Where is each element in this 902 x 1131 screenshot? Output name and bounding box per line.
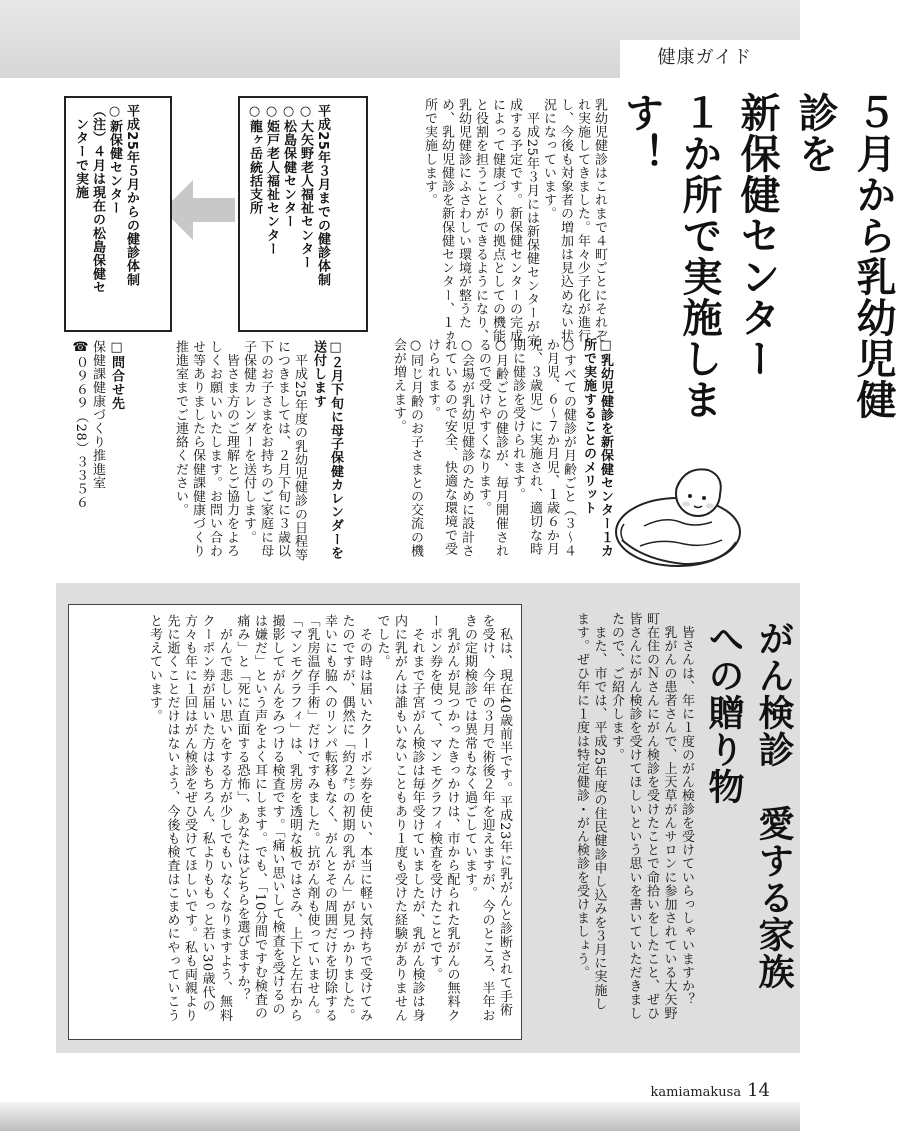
arrow-left-icon <box>163 178 235 242</box>
calendar-heading: □２月下旬に母子保健カレンダーを送付します <box>311 340 343 560</box>
article1-headline: ５月から乳幼児健診を 新保健センター １か所で実施します！ <box>618 92 896 420</box>
footer <box>650 1080 770 1101</box>
old-schedule-box <box>238 96 368 332</box>
testimony-text: 私は、現在40歳前半です。平成23年に乳がんと診断されて手術を受け、今年の３月で術後２年を迎えますが、今のところ、半年おきの定期検診では異常もなく過ごしています。 乳がんが見つかったきっかけは、市から配られた乳がんの無料クーポン券を使って、マンモグラフィ検査を受けたことです。 それまで子宮がん検診は毎年受けていましたが、乳がん検診は身内に乳がんは誰もいないこともあり１度も受けた経験がありませんでした。 その時は届いたクーポン券を使い、本当に軽い気持ちで受けてみたのですが、偶然に「約２㌢の初期の乳がん」が見つかりました。幸いにも脇へのリンパ転移もなく、がんとその周囲だけを切除する「乳房温存手術」だけですみました。抗がん剤も使っていません。「マンモグラフィ」は、乳房を透明な板ではさみ、上下と左右から撮影してがんをみつける検査です。「痛い思いして検査を受けるのは嫌だ」という声をよく耳にします。でも、「10分間ですむ検査の痛み」と「死に直面する恐怖」、あなたはどちらを選びますか？ がんで悲しい思いをする方が少しでもいなくなりますよう、無料クーポン券が届いた方はもちろん、私よりももっと若い30歳代の方々も年に１回はがん検診をぜひ受けてほしいです。私も両親より先に逝くことだけはないよう、今後も検査はこまめにやっていこうと考えています。 <box>147 614 512 1022</box>
contact-body: 保健課健康づくり推進室 ☎０９６９（28）３３５６ <box>73 340 105 510</box>
article1-body: 乳幼児健診はこれまで４町ごとにそれぞれ実施してきました。年々少子化が進行し、今後も対象者の増加は見込めない状況になっています。 平成25年３月には新保健センターが完成する予定です。新保健センターの完成によって健康づくりの拠点としての機能と役割を担うことができるようになり、乳幼児健診にふさわしい環境が整うため、乳幼児健診を新保健センター、１ヵ所で実施します。 <box>422 98 607 347</box>
new-schedule-text: 平成25年５月からの健診体制 ○新保健センター （注）４月は現在の松島保健セ ンターで実施 <box>73 104 139 295</box>
calendar-body: 平成25年度の乳幼児健診の日程等につきましては、２月下旬に３歳以下のお子さまをお持ちのご家庭に母子保健カレンダーを送付します。 皆さま方のご理解とご協力をよろしくお願いいたします。お問い合わせ等ありましたら保健課健康づくり推進室までご連絡ください。 <box>173 340 307 562</box>
contact-heading: □問合せ先 <box>109 340 124 410</box>
old-schedule-text: 平成25年３月までの健診体制 ○大矢野老人福祉センター ○松島保健センター ○姫戸老人福祉センター ○龍ヶ岳統括支所 <box>247 104 330 287</box>
footer-bar <box>0 1102 800 1131</box>
article2-headline: がん検診 愛する家族への贈り物 <box>703 620 794 990</box>
new-schedule-box <box>64 96 172 332</box>
page-number: 14 <box>747 1080 770 1101</box>
article2-intro: 皆さんは、年に１度のがん検診を受けていらっしゃいますか？ 乳がんの患者さんで、上天草がんサロンに参加されている大矢野町在住のＮさんにがん検診を受けたことで命拾いをしたこと、ぜひ皆さんにがん検診を受けてほしいという思いを書いていただきましたので、ご紹介します。 また、市では、平成25年度の住民健診申し込みを３月に実施します。ぜひ年に１度は特定健診・がん検診を受けましょう。 <box>574 612 694 1020</box>
merit-heading: □乳幼児健診を新保健センター１カ所で実施することのメリット <box>581 338 613 558</box>
merit-list: ○すべての健診が月齢ごと（３～４か月児、６～７か月児、１歳６か月児、３歳児）に実施され、適切な時期に健診を受けられます。 ○月齢ごとの健診が、毎月開催されるので受けやすくなります。 ○会場が乳幼児健診のために設計されているので安全、快適な環境で受けられます。 ○同じ月齢のお子さまとの交流の機会が増えます。 <box>391 338 576 558</box>
baby-illustration <box>604 460 744 572</box>
section-label: 健康ガイド <box>657 47 752 68</box>
magazine-name: kamiamakusa <box>650 1085 742 1100</box>
